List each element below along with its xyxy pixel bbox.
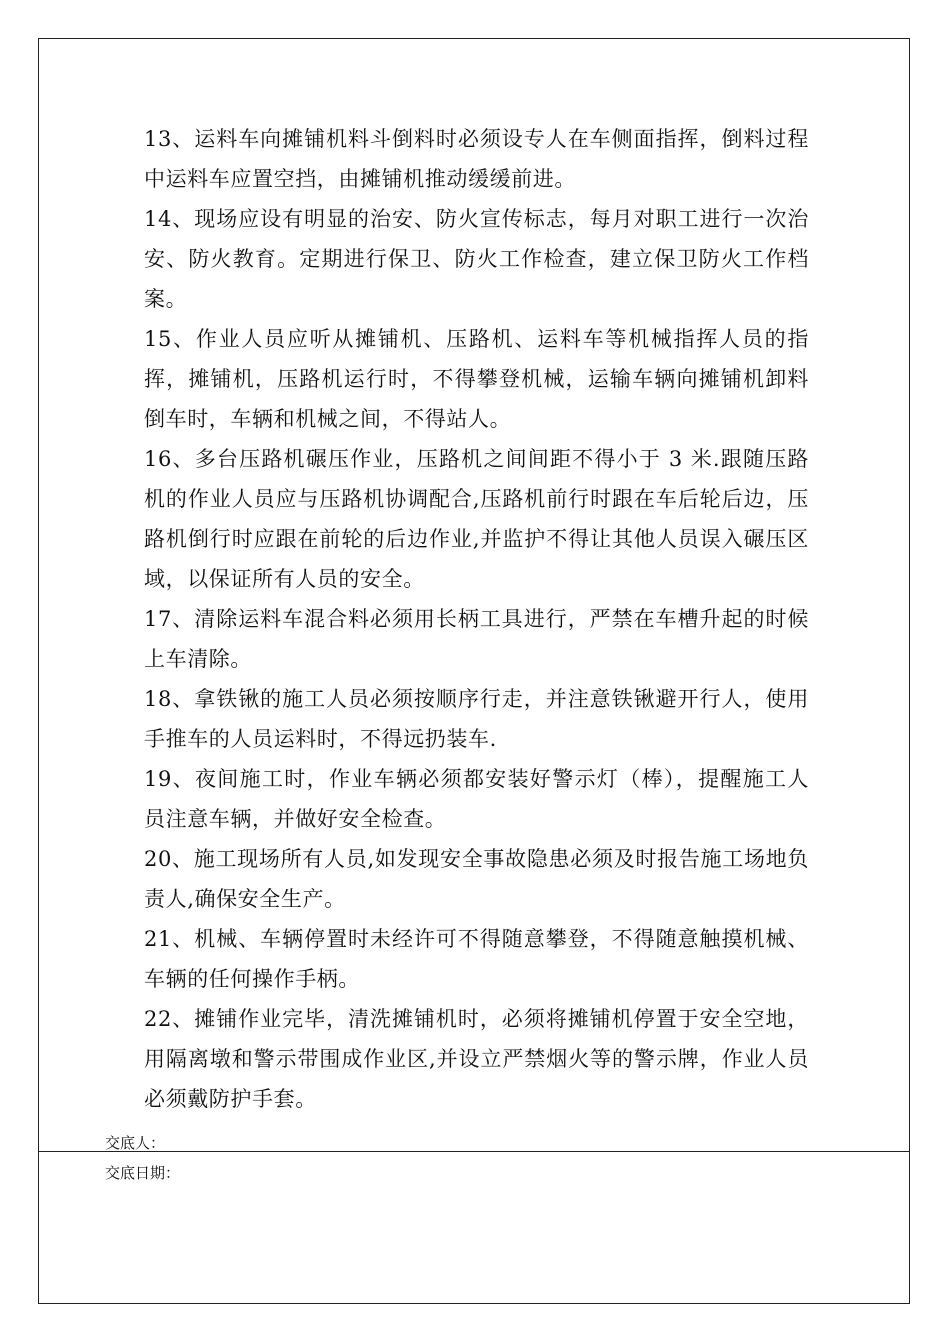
signature-section bbox=[105, 1128, 180, 1188]
document-frame bbox=[38, 38, 910, 1304]
safety-item-15: 15、作业人员应听从摊铺机、压路机、运料车等机械指挥人员的指挥，摊铺机，压路机运行时，不得攀登机械，运输车辆向摊铺机卸料倒车时，车辆和机械之间，不得站人。 bbox=[144, 327, 809, 431]
safety-item-13: 13、运料车向摊铺机料斗倒料时必须设专人在车侧面指挥，倒料过程中运料车应置空挡，由摊铺机推动缓缓前进。 bbox=[144, 127, 809, 191]
safety-items-list bbox=[144, 119, 809, 1119]
handover-person-label: 交底人： bbox=[105, 1134, 166, 1152]
safety-item-18: 18、拿铁锹的施工人员必须按顺序行走，并注意铁锹避开行人，使用手推车的人员运料时，不得远扔装车. bbox=[144, 687, 809, 751]
safety-item-22: 22、摊铺作业完毕，清洗摊铺机时，必须将摊铺机停置于安全空地，用隔离墩和警示带围成作业区,并设立严禁烟火等的警示牌，作业人员必须戴防护手套。 bbox=[144, 1007, 809, 1111]
content-section bbox=[39, 39, 909, 1152]
safety-item-17: 17、清除运料车混合料必须用长柄工具进行，严禁在车槽升起的时候上车清除。 bbox=[144, 607, 809, 671]
safety-item-20: 20、施工现场所有人员,如发现安全事故隐患必须及时报告施工场地负责人,确保安全生产。 bbox=[144, 847, 809, 911]
safety-item-21: 21、机械、车辆停置时未经许可不得随意攀登，不得随意触摸机械、车辆的任何操作手柄。 bbox=[144, 927, 809, 991]
safety-item-14: 14、现场应设有明显的治安、防火宣传标志，每月对职工进行一次治安、防火教育。定期进行保卫、防火工作检查，建立保卫防火工作档案。 bbox=[144, 207, 809, 311]
handover-date-label: 交底日期： bbox=[105, 1164, 181, 1182]
safety-item-19: 19、夜间施工时，作业车辆必须都安装好警示灯（棒），提醒施工人员注意车辆，并做好安全检查。 bbox=[144, 767, 809, 831]
safety-item-16: 16、多台压路机碾压作业，压路机之间间距不得小于 3 米.跟随压路机的作业人员应与压路机协调配合,压路机前行时跟在车后轮后边，压路机倒行时应跟在前轮的后边作业,并监护不得让其他人员误入碾压区域，以保证所有人员的安全。 bbox=[144, 447, 809, 591]
